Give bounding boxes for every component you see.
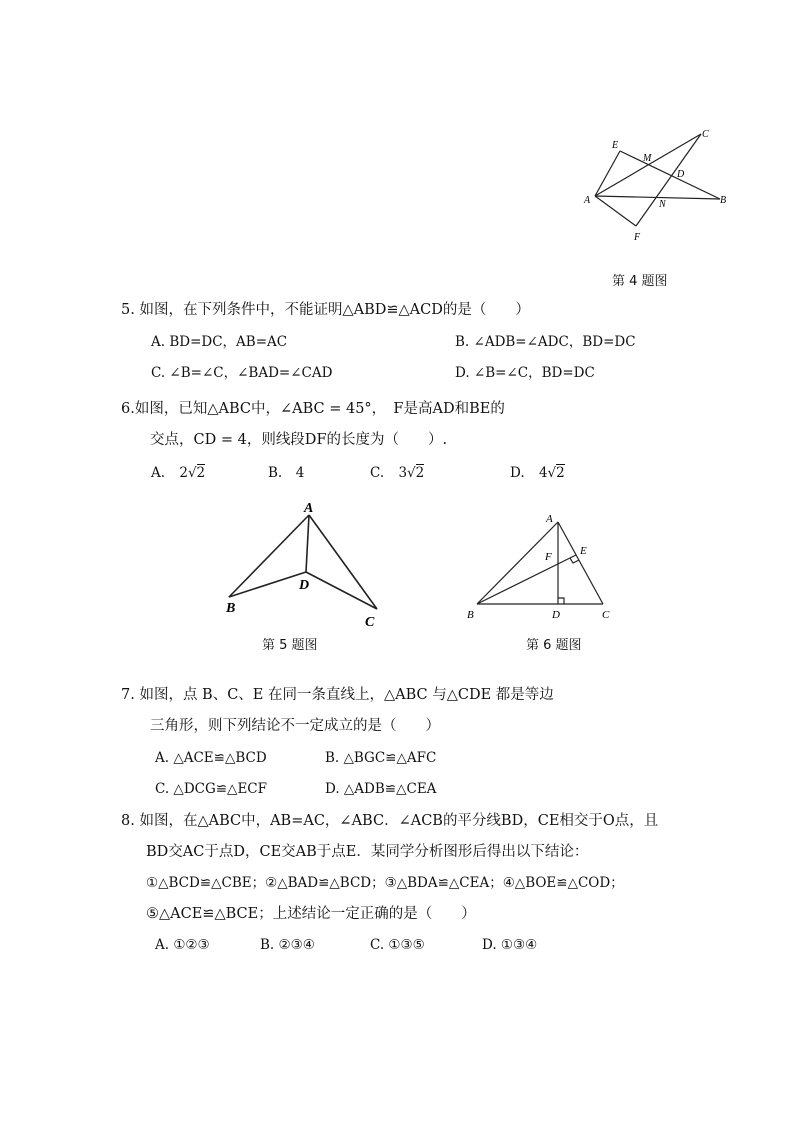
fig5-segment-AC <box>309 515 377 609</box>
question-8-conclusions-line1: ①△BCD≌△CBE；②△BAD≌△BCD；③△BDA≌△CEA；④△BOE≌△COD； <box>146 875 624 891</box>
fig5-segment-AD <box>306 515 309 572</box>
fig4-segment-AF <box>595 196 636 226</box>
sqrt-icon: √ <box>187 465 197 481</box>
q6-option-c-coef: 3 <box>398 465 408 481</box>
question-8-conclusions-line2: ⑤△ACE≌△BCE；上述结论一定正确的是（ ） <box>146 906 476 922</box>
q8-option-d[interactable]: D. ①③④ <box>482 937 538 953</box>
q6-option-a-radicand: 2 <box>196 465 206 481</box>
fig6-label-D: D <box>552 609 560 621</box>
q6-option-d-radicand: 2 <box>556 465 565 481</box>
fig6-label-B: B <box>467 609 474 621</box>
fig4-label-C: C <box>702 129 709 140</box>
fig4-label-F: F <box>634 232 641 243</box>
question-8-stem-line1: 8. 如图，在△ABC中，AB=AC，∠ABC．∠ACB的平分线BD，CE相交于O点，且 <box>121 813 659 829</box>
q5-option-c[interactable]: C. ∠B=∠C，∠BAD=∠CAD <box>151 365 333 381</box>
fig6-right-angle-D <box>558 598 564 604</box>
q6-option-a-coef: 2 <box>179 465 188 481</box>
fig4-segment-EB <box>620 151 720 199</box>
q6-option-d[interactable] <box>510 463 565 483</box>
fig6-segment-AC <box>558 522 603 604</box>
q5-option-d[interactable]: D. ∠B=∠C，BD=DC <box>455 365 595 381</box>
q6-option-a[interactable] <box>151 463 205 483</box>
q7-option-c[interactable]: C. △DCG≌△ECF <box>155 781 267 797</box>
fig5-segment-DC <box>306 572 377 609</box>
q8-option-a[interactable]: A. ①②③ <box>155 937 210 953</box>
q7-option-d[interactable]: D. △ADB≌△CEA <box>325 781 437 797</box>
fig6-label-C: C <box>602 609 610 621</box>
fig4-segment-FC <box>636 134 701 226</box>
sqrt-icon: √ <box>407 465 416 481</box>
q8-option-c[interactable]: C. ①③⑤ <box>370 937 425 953</box>
fig5-label-D: D <box>299 578 310 593</box>
sqrt-icon: √ <box>547 465 557 481</box>
fig6-segment-AB <box>477 522 558 604</box>
q6-option-a-prefix: A. <box>151 465 166 481</box>
fig5-label-C: C <box>365 615 375 630</box>
fig5-label-B: B <box>226 601 236 616</box>
fig4-label-M: M <box>643 153 652 164</box>
q5-option-a[interactable]: A. BD=DC，AB=AC <box>151 334 288 350</box>
fig6-label-A: A <box>546 513 553 525</box>
q6-option-d-prefix: D. <box>510 465 525 481</box>
q6-option-b[interactable]: B. 4 <box>268 465 305 481</box>
question-7-stem-line1: 7. 如图，点 B、C、E 在同一条直线上，△ABC 与△CDE 都是等边 <box>121 687 554 703</box>
question-5-stem: 5. 如图，在下列条件中，不能证明△ABD≌△ACD的是（ ） <box>121 302 530 318</box>
fig4-label-N: N <box>659 199 666 210</box>
figure-4-caption: 第 4 题图 <box>612 274 668 289</box>
figure-6-caption: 第 6 题图 <box>526 638 582 653</box>
q6-option-d-coef: 4 <box>538 465 548 481</box>
fig6-label-F: F <box>545 551 552 563</box>
figure-6-diagram <box>462 508 622 623</box>
q5-option-b[interactable]: B. ∠ADB=∠ADC，BD=DC <box>455 334 636 350</box>
fig4-label-E: E <box>612 140 619 151</box>
fig4-label-D: D <box>677 169 685 180</box>
question-6-stem-line1: 6.如图，已知△ABC中，∠ABC = 45°， F是高AD和BE的 <box>121 401 505 417</box>
fig6-segment-BE <box>477 555 576 604</box>
fig6-label-E: E <box>580 545 587 557</box>
figure-4-diagram <box>570 120 740 250</box>
fig4-label-A: A <box>584 195 591 206</box>
question-6-stem-line2: 交点，CD = 4，则线段DF的长度为（ ）. <box>150 432 448 448</box>
figure-5-caption: 第 5 题图 <box>262 638 318 653</box>
fig4-label-B: B <box>720 195 727 206</box>
q8-option-b[interactable]: B. ②③④ <box>260 937 315 953</box>
q6-option-c[interactable] <box>370 463 424 483</box>
question-8-stem-line2: BD交AC于点D，CE交AB于点E．某同学分析图形后得出以下结论： <box>146 844 589 860</box>
question-7-stem-line2: 三角形，则下列结论不一定成立的是（ ） <box>150 718 440 734</box>
q6-option-c-prefix: C. <box>370 465 385 481</box>
fig5-label-A: A <box>304 501 314 516</box>
q7-option-a[interactable]: A. △ACE≌△BCD <box>155 750 267 766</box>
q7-option-b[interactable]: B. △BGC≌△AFC <box>325 750 437 766</box>
q6-option-c-radicand: 2 <box>415 465 425 481</box>
figure-5-diagram <box>220 495 390 630</box>
